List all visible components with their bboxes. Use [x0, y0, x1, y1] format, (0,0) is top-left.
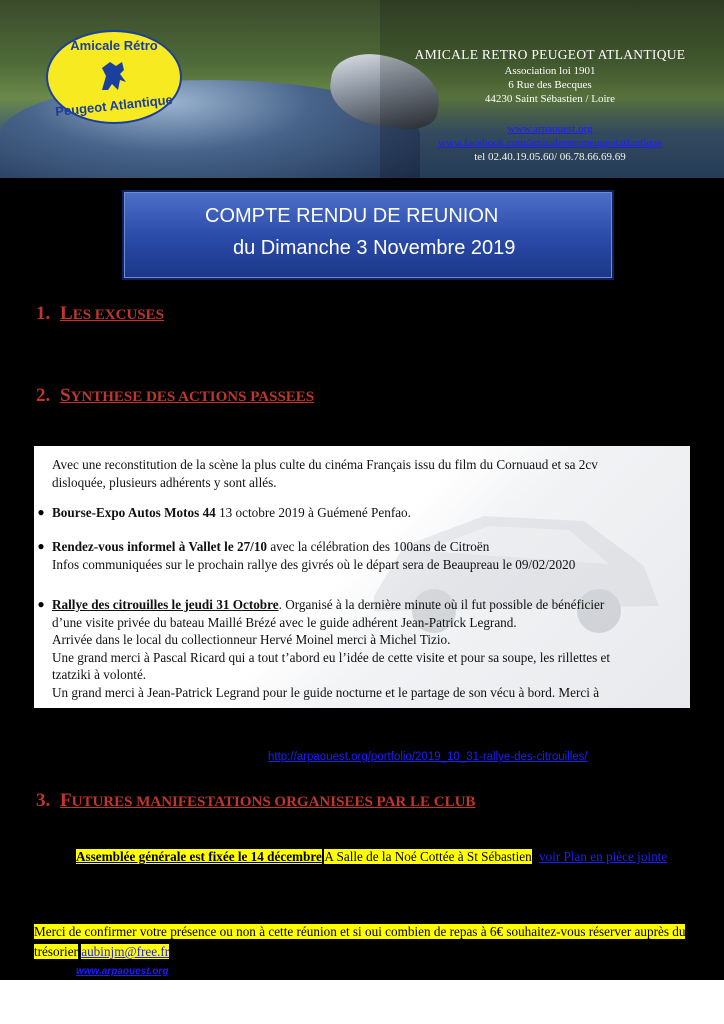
- logo-bottom-text: Peugeot Atlantique: [54, 91, 174, 120]
- org-info: [380, 48, 720, 164]
- footer-website-link[interactable]: www.arpaouest.org: [76, 966, 169, 977]
- list-item-rallye: Rallye des citrouilles le jeudi 31 Octobre. Organisé à la dernière minute où il fut possible de bénéficier d’une visite privée du bateau Maillé Brézé avec le guide adhérent Jean-Patrick Legrand. Arrivée dans le local du collectionneur Hervé Moinel merci à Michel Tizio. Une grand merci à Pascal Ricard qui a tout t’abord eu l’idée de cette visite et pour sa soupe, les rillettes et tzatziki à volonté. Un grand merci à Jean-Patrick Legrand pour le guide nocturne et le partage de son vécu à bord. Merci à: [52, 597, 611, 700]
- lion-icon: [94, 56, 134, 96]
- bullet-icon: ●: [37, 597, 45, 611]
- list-item-vallet: Rendez-vous informel à Vallet le 27/10 avec la célébration des 100ans de Citroën Infos communiquées sur le prochain rallye des givrés où le départ sera de Beaupreau le 09/02/2020: [52, 539, 576, 572]
- confirmation-text: Merci de confirmer votre présence ou non à cette réunion et si oui combien de repas à 6€ souhaitez-vous réserver auprès du trésorier: [34, 924, 686, 959]
- confirmation-paragraph: [34, 922, 694, 962]
- list-item-bourse: Bourse-Expo Autos Motos 44 13 octobre 2019 à Guémené Penfao.: [52, 505, 411, 520]
- general-assembly-place: A Salle de la Noé Cottée à St Sébastien: [324, 849, 532, 864]
- club-logo: [46, 30, 182, 124]
- section-heading-past-actions: 2. SYNTHESE DES ACTIONS PASSEES: [36, 385, 315, 406]
- bullet-icon: ●: [37, 505, 45, 519]
- org-phone: tel 02.40.19.05.60/ 06.78.66.69.69: [474, 151, 626, 163]
- treasurer-email-link[interactable]: aubinjm@free.fr: [81, 944, 170, 959]
- report-title: COMPTE RENDU DE REUNION: [205, 205, 499, 227]
- facebook-link[interactable]: www.facebook.com/amicaleretropeugeotatlantique: [437, 137, 663, 149]
- general-assembly-paragraph: [34, 847, 694, 867]
- general-assembly-date: Assemblée générale est fixée le 14 décembre: [76, 849, 322, 864]
- rallye-photos-link[interactable]: http://arpaouest.org/portfolio/2019_10_31-rallye-des-citrouilles/: [268, 751, 588, 763]
- bullet-icon: ●: [37, 539, 45, 553]
- section-heading-excuses: 1. LES EXCUSES: [36, 303, 164, 324]
- plan-link[interactable]: voir Plan en pièce jointe: [539, 849, 668, 864]
- logo-top-text: Amicale Rétro: [70, 38, 158, 53]
- org-name: AMICALE RETRO PEUGEOT ATLANTIQUE: [414, 47, 686, 62]
- org-type: Association loi 1901: [504, 65, 596, 77]
- org-address-line2: 44230 Saint Sébastien / Loire: [484, 93, 616, 105]
- website-link[interactable]: www.arpaouest.org: [507, 123, 593, 135]
- header-banner: [0, 0, 724, 178]
- report-title-box: [124, 192, 612, 278]
- org-address-line1: 6 Rue des Becques: [508, 79, 592, 91]
- intro-text: Avec une reconstitution de la scène la plus culte du cinéma Français issu du film du Cornuaud et sa 2cv disloquée, plusieurs adhérents y sont allés.: [52, 457, 598, 490]
- report-date: du Dimanche 3 Novembre 2019: [233, 237, 516, 259]
- section-heading-future-events: 3. FUTURES MANIFESTATIONS ORGANISEES PAR LE CLUB: [36, 790, 476, 811]
- past-actions-panel: [34, 446, 690, 708]
